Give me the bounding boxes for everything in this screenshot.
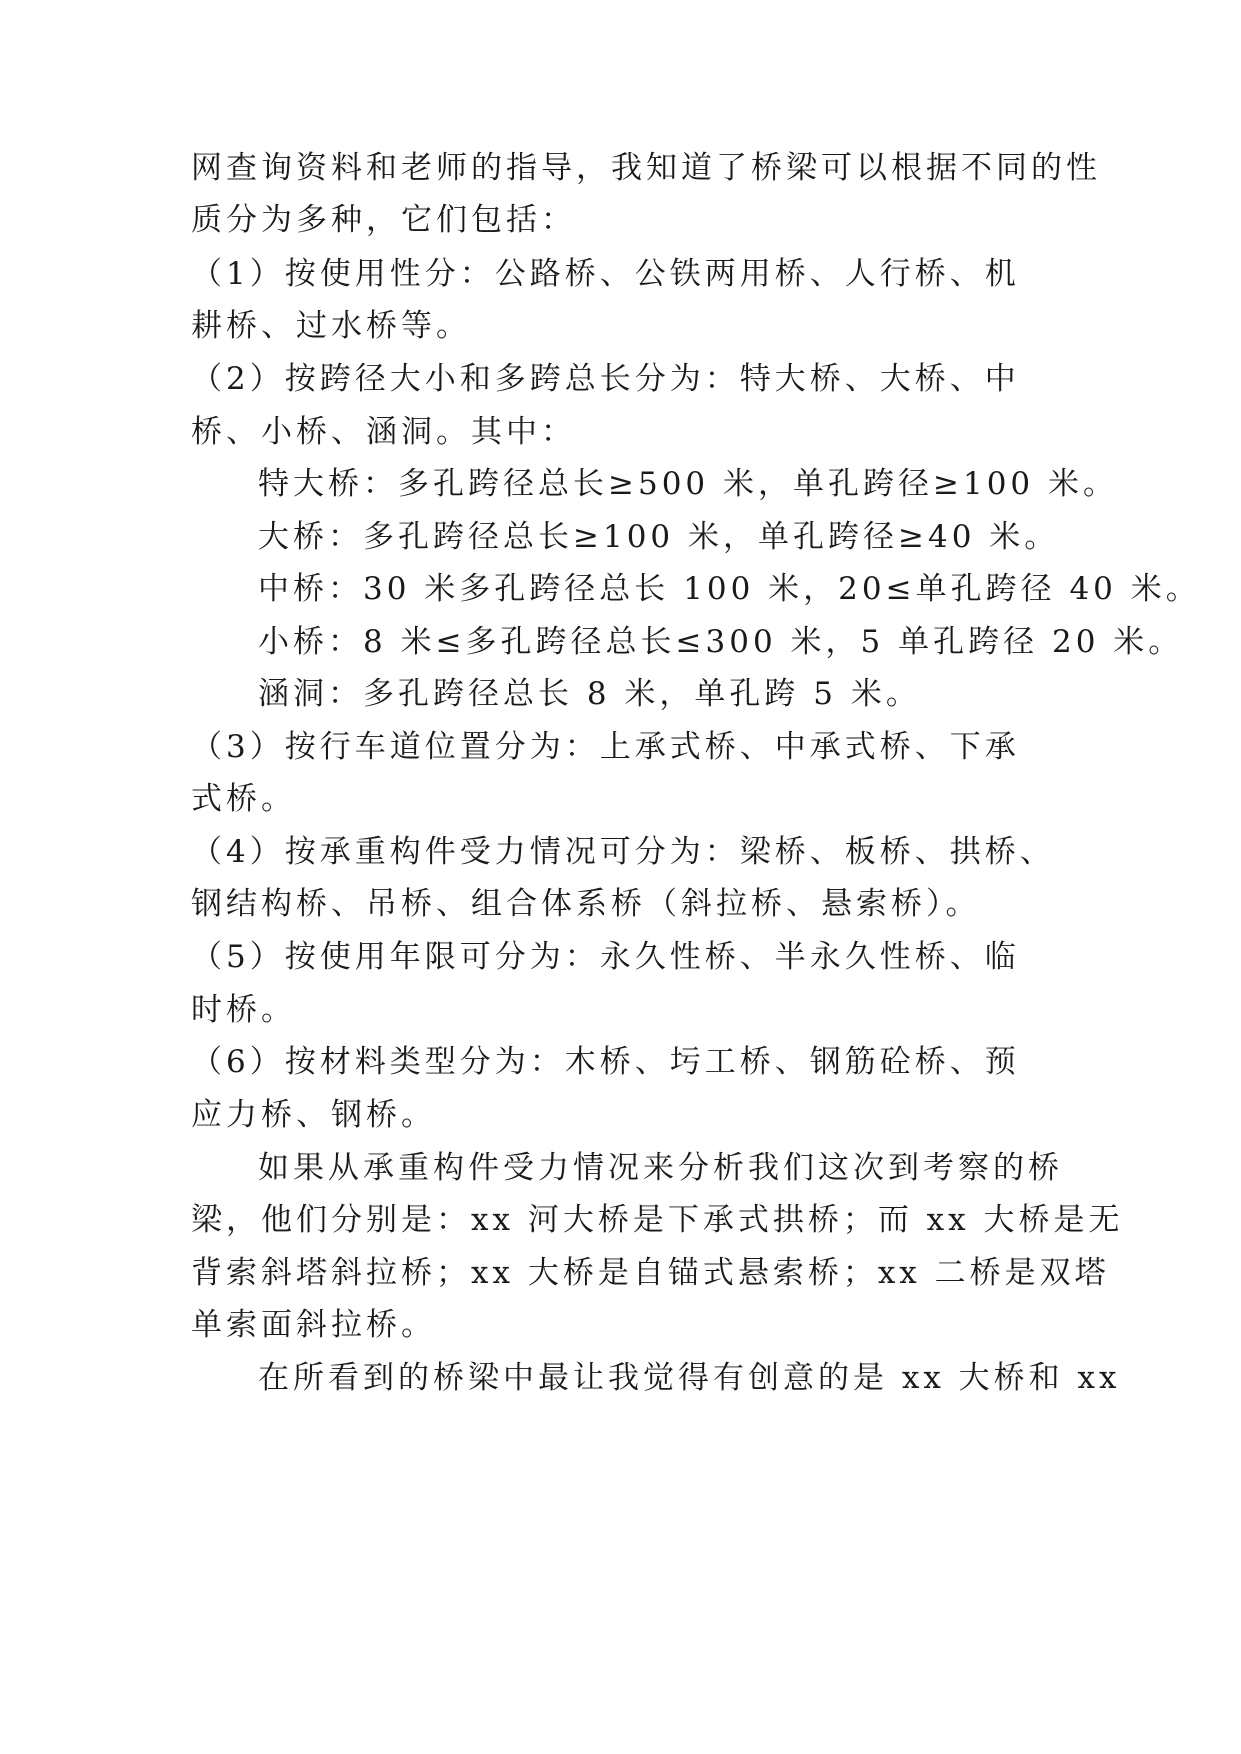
text-line: 式桥。: [191, 781, 296, 817]
text-line: 时桥。: [191, 992, 296, 1028]
text-line: （5）按使用年限可分为：永久性桥、半永久性桥、临: [191, 939, 1020, 975]
text-line: 单索面斜拉桥。: [191, 1307, 436, 1343]
text-line: 质分为多种，它们包括：: [191, 202, 576, 238]
text-line: 桥、小桥、涵洞。其中：: [191, 414, 576, 450]
text-line: 钢结构桥、吊桥、组合体系桥（斜拉桥、悬索桥）。: [191, 886, 981, 922]
text-line: 涵洞：多孔跨径总长 8 米，单孔跨 5 米。: [258, 676, 921, 712]
text-line: （2）按跨径大小和多跨总长分为：特大桥、大桥、中: [191, 361, 1020, 397]
text-line: 如果从承重构件受力情况来分析我们这次到考察的桥: [258, 1150, 1063, 1186]
text-line: 在所看到的桥梁中最让我觉得有创意的是 xx 大桥和 xx: [258, 1360, 1121, 1396]
text-line: 梁，他们分别是：xx 河大桥是下承式拱桥；而 xx 大桥是无: [191, 1202, 1124, 1238]
text-line: 特大桥：多孔跨径总长≥500 米，单孔跨径≥100 米。: [258, 466, 1118, 502]
text-line: （3）按行车道位置分为：上承式桥、中承式桥、下承: [191, 729, 1020, 765]
text-line: 大桥：多孔跨径总长≥100 米，单孔跨径≥40 米。: [258, 519, 1060, 555]
text-line: （6）按材料类型分为：木桥、圬工桥、钢筋砼桥、预: [191, 1044, 1020, 1080]
text-line: 中桥：30 米多孔跨径总长 100 米，20≤单孔跨径 40 米。: [258, 571, 1201, 607]
text-line: （4）按承重构件受力情况可分为：梁桥、板桥、拱桥、: [191, 834, 1055, 870]
text-line: 耕桥、过水桥等。: [191, 308, 471, 344]
text-line: 背索斜塔斜拉桥；xx 大桥是自锚式悬索桥；xx 二桥是双塔: [191, 1255, 1110, 1291]
text-line: 网查询资料和老师的指导，我知道了桥梁可以根据不同的性: [191, 150, 1101, 186]
text-line: 小桥：8 米≤多孔跨径总长≤300 米，5 单孔跨径 20 米。: [258, 624, 1184, 660]
text-line: （1）按使用性分：公路桥、公铁两用桥、人行桥、机: [191, 256, 1020, 292]
text-line: 应力桥、钢桥。: [191, 1097, 436, 1133]
